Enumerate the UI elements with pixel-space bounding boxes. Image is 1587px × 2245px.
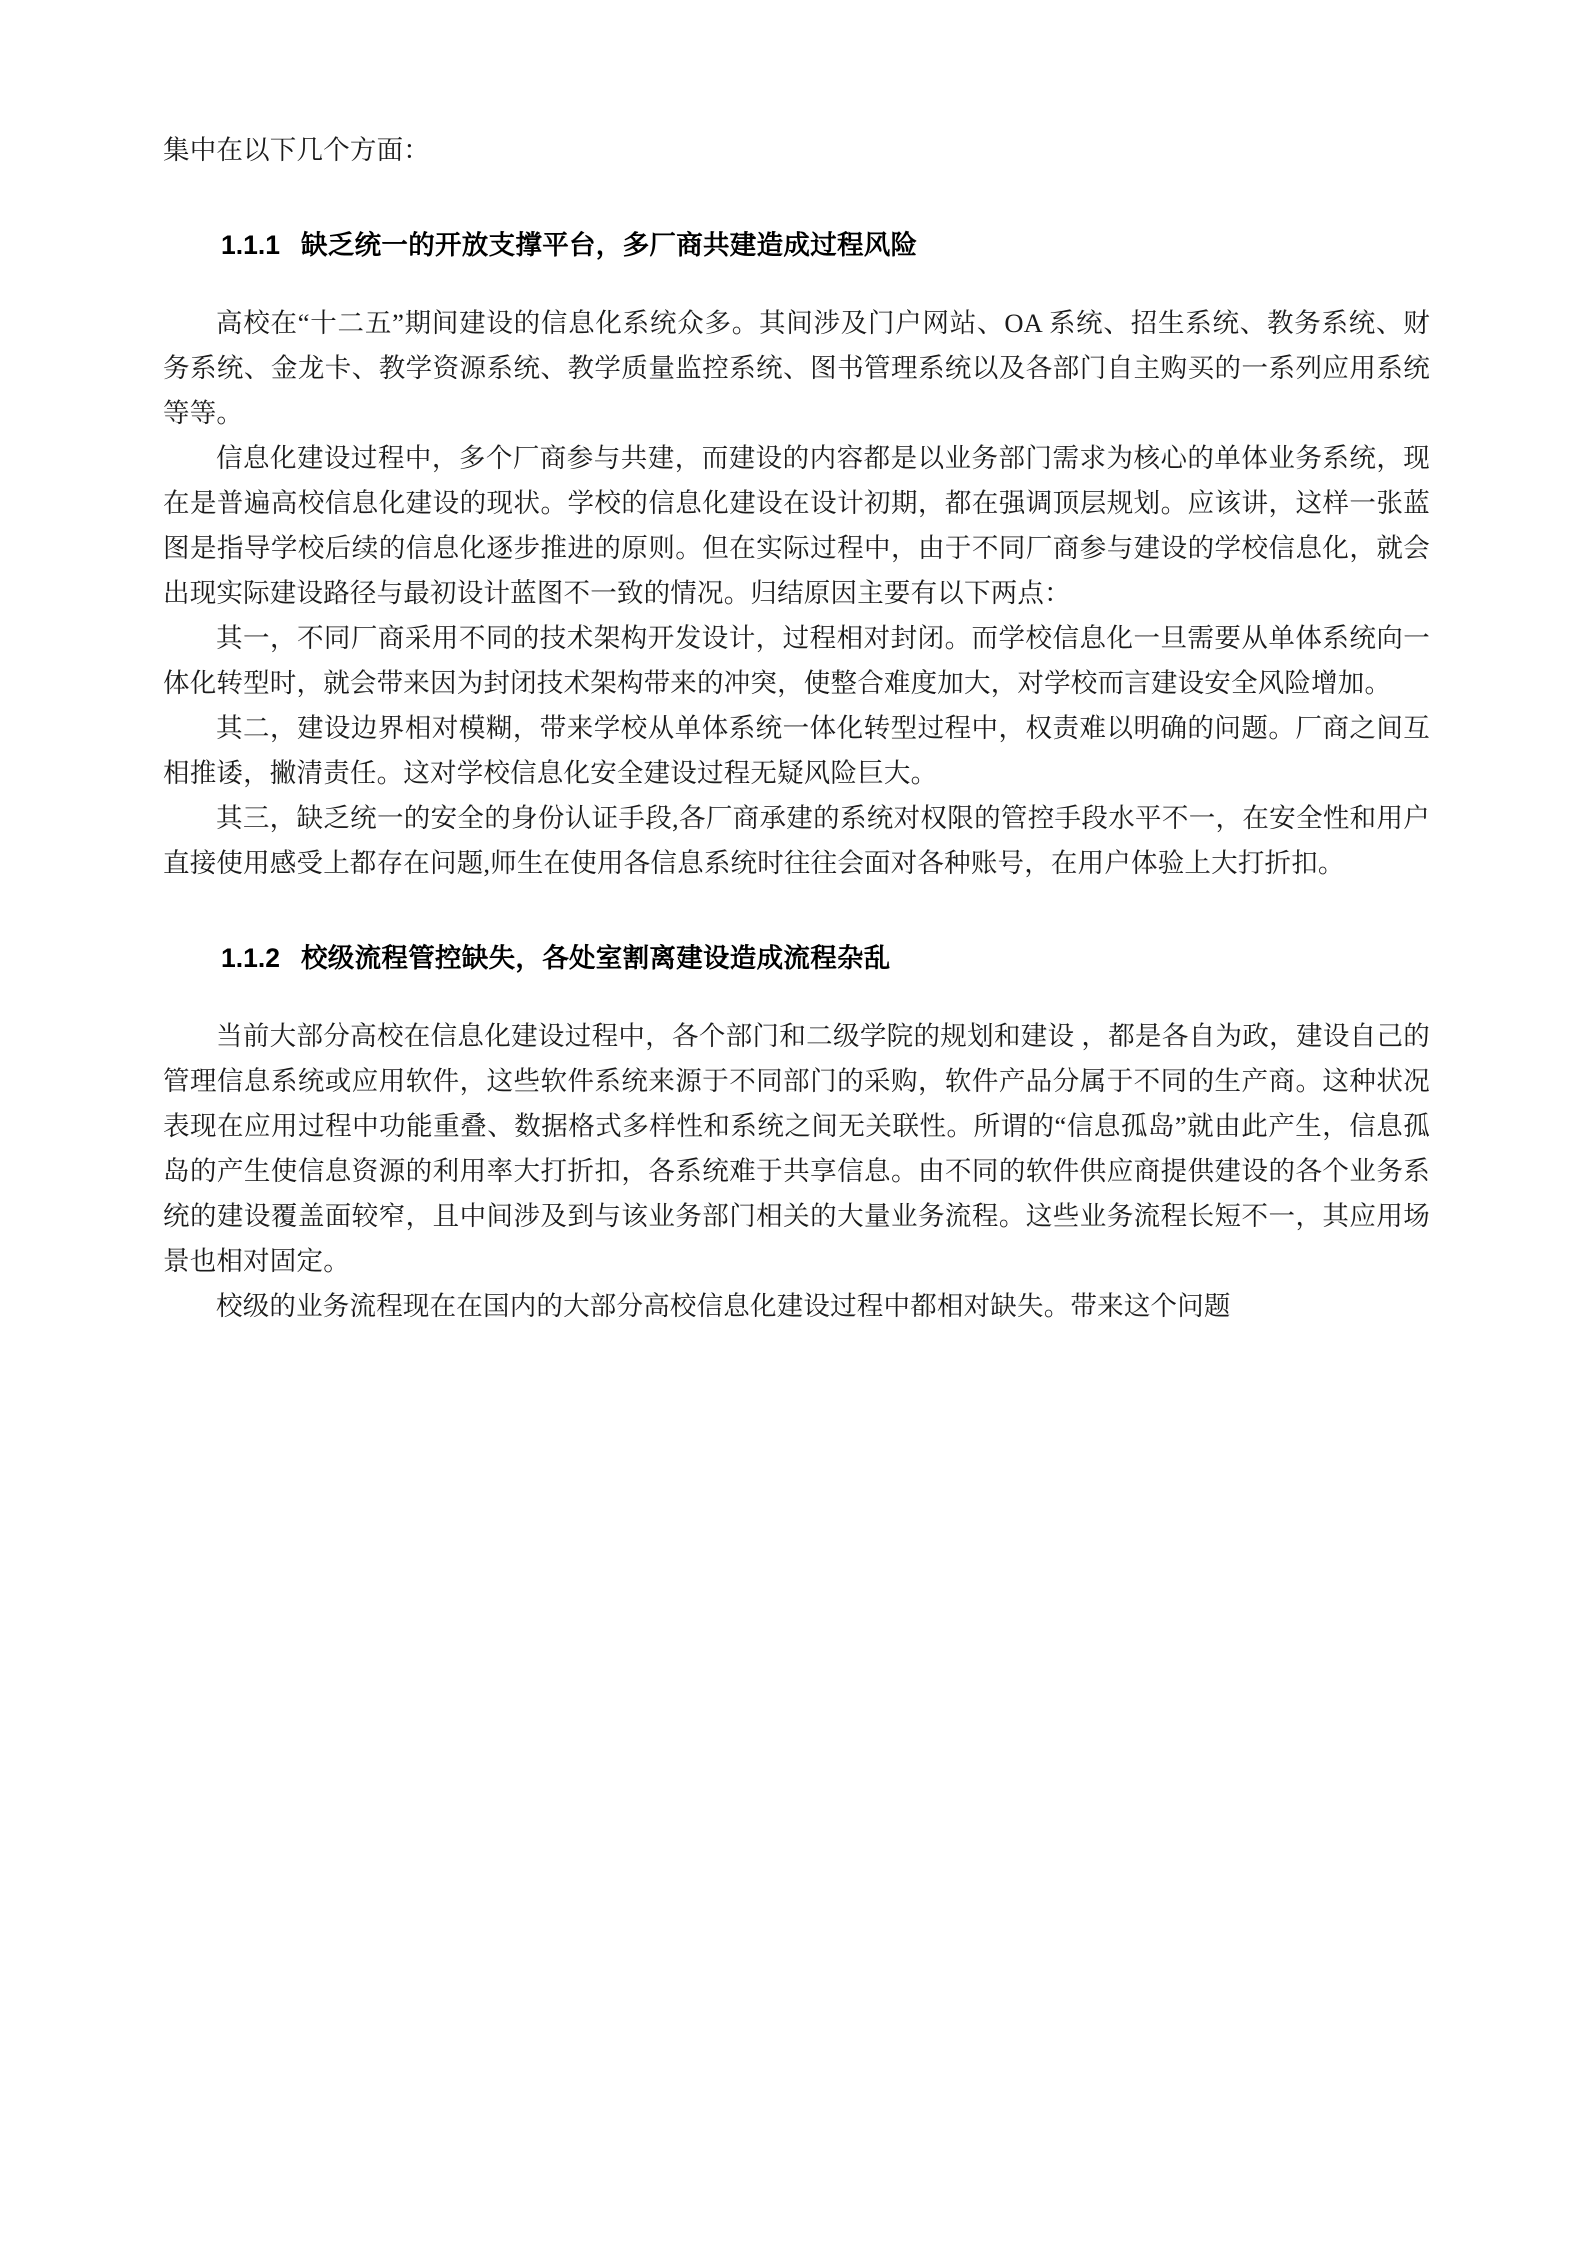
paragraph: 当前大部分高校在信息化建设过程中，各个部门和二级学院的规划和建设 ，都是各自为政，建设自己的管理信息系统或应用软件，这些软件系统来源于不同部门的采购，软件产品分属于不同的生产商。这种状况表现在应用过程中功能重叠、数据格式多样性和系统之间无关联性。所谓的“信息孤岛”就由此产生，信息孤岛的产生使信息资源的利用率大打折扣，各系统难于共享信息。由不同的软件供应商提供建设的各个业务系统的建设覆盖面较窄，且中间涉及到与该业务部门相关的大量业务流程。这些业务流程长短不一，其应用场景也相对固定。: [163, 1021, 1430, 1276]
section-number-2: 1.1.2: [221, 943, 280, 973]
paragraph: 其二，建设边界相对模糊，带来学校从单体系统一体化转型过程中，权责难以明确的问题。厂商之间互相推诿，撇清责任。这对学校信息化安全建设过程无疑风险巨大。: [163, 713, 1430, 788]
section-heading-1: [163, 225, 1430, 265]
spacer: [163, 978, 1430, 1014]
spacer: [163, 886, 1430, 938]
section-title-1: 缺乏统一的开放支撑平台，多厂商共建造成过程风险: [301, 230, 918, 260]
section-heading-2: [163, 938, 1430, 978]
document-body: [163, 128, 1430, 1329]
spacer: [163, 265, 1430, 301]
paragraph: 校级的业务流程现在在国内的大部分高校信息化建设过程中都相对缺失。带来这个问题: [216, 1291, 1231, 1321]
spacer: [163, 173, 1430, 225]
intro-paragraph: 集中在以下几个方面：: [163, 135, 430, 165]
paragraph: 信息化建设过程中，多个厂商参与共建，而建设的内容都是以业务部门需求为核心的单体业务系统，现在是普遍高校信息化建设的现状。学校的信息化建设在设计初期，都在强调顶层规划。应该讲，这样一张蓝图是指导学校后续的信息化逐步推进的原则。但在实际过程中，由于不同厂商参与建设的学校信息化，就会出现实际建设路径与最初设计蓝图不一致的情况。归结原因主要有以下两点：: [163, 443, 1430, 608]
paragraph: 高校在“十二五”期间建设的信息化系统众多。其间涉及门户网站、OA 系统、招生系统、教务系统、财务系统、金龙卡、教学资源系统、教学质量监控系统、图书管理系统以及各部门自主购买的一系列应用系统等等。: [163, 308, 1430, 428]
section-title-2: 校级流程管控缺失，各处室割离建设造成流程杂乱: [301, 943, 891, 973]
paragraph: 其一，不同厂商采用不同的技术架构开发设计，过程相对封闭。而学校信息化一旦需要从单体系统向一体化转型时，就会带来因为封闭技术架构带来的冲突，使整合难度加大，对学校而言建设安全风险增加。: [163, 623, 1430, 698]
section-number-1: 1.1.1: [221, 230, 280, 260]
paragraph: 其三，缺乏统一的安全的身份认证手段,各厂商承建的系统对权限的管控手段水平不一，在安全性和用户直接使用感受上都存在问题,师生在使用各信息系统时往往会面对各种账号，在用户体验上大打折扣。: [163, 803, 1430, 878]
